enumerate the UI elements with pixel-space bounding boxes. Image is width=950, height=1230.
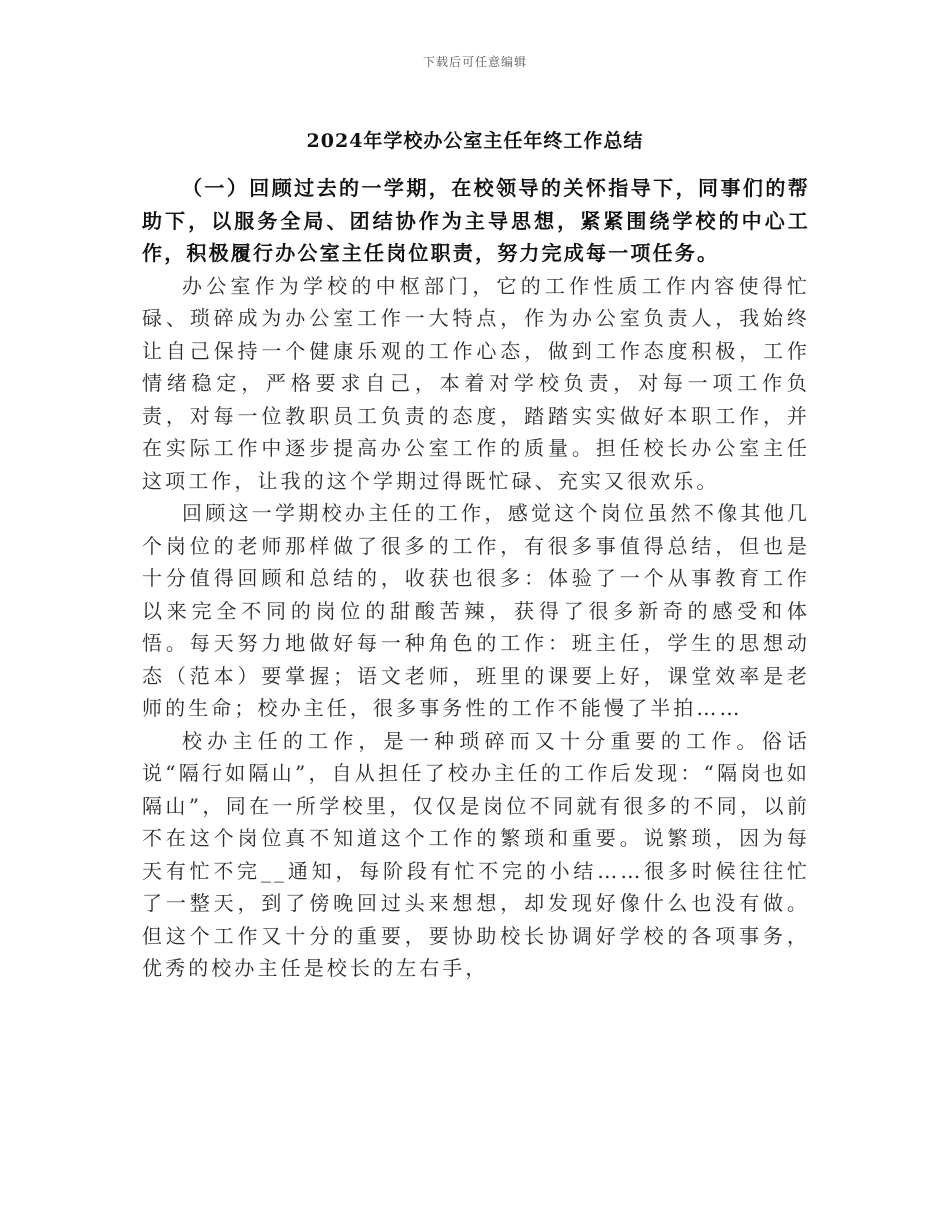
header-note: 下载后可任意编辑 xyxy=(422,55,527,69)
document-body xyxy=(142,172,810,985)
document-title: 2024年学校办公室主任年终工作总结 xyxy=(306,130,644,152)
paragraph-intro: （一）回顾过去的一学期，在校领导的关怀指导下，同事们的帮助下，以服务全局、团结协作为主导思想，紧紧围绕学校的中心工作，积极履行办公室主任岗位职责，努力完成每一项任务。 xyxy=(142,176,810,265)
paragraph: 回顾这一学期校办主任的工作，感觉这个岗位虽然不像其他几个岗位的老师那样做了很多的工作，有很多事值得总结，但也是十分值得回顾和总结的，收获也很多：体验了一个从事教育工作以来完全不同的岗位的甜酸苦辣，获得了很多新奇的感受和体悟。每天努力地做好每一种角色的工作：班主任，学生的思想动态（范本）要掌握；语文老师，班里的课要上好，课堂效率是老师的生命；校办主任，很多事务性的工作不能慢了半拍…… xyxy=(142,501,810,720)
paragraph: 办公室作为学校的中枢部门，它的工作性质工作内容使得忙碌、琐碎成为办公室工作一大特点，作为办公室负责人，我始终让自己保持一个健康乐观的工作心态，做到工作态度积极，工作情绪稳定，严格要求自己，本着对学校负责，对每一项工作负责，对每一位教职员工负责的态度，踏踏实实做好本职工作，并在实际工作中逐步提高办公室工作的质量。担任校长办公室主任这项工作，让我的这个学期过得既忙碌、充实又很欢乐。 xyxy=(142,273,810,493)
paragraph: 校办主任的工作，是一种琐碎而又十分重要的工作。俗话说“隔行如隔山”，自从担任了校办主任的工作后发现：“隔岗也如隔山”，同在一所学校里，仅仅是岗位不同就有很多的不同，以前不在这个岗位真不知道这个工作的繁琐和重要。说繁琐，因为每天有忙不完__通知，每阶段有忙不完的小结……很多时候往往忙了一整天，到了傍晚回过头来想想，却发现好像什么也没有做。但这个工作又十分的重要，要协助校长协调好学校的各项事务，优秀的校办主任是校长的左右手， xyxy=(142,728,810,980)
